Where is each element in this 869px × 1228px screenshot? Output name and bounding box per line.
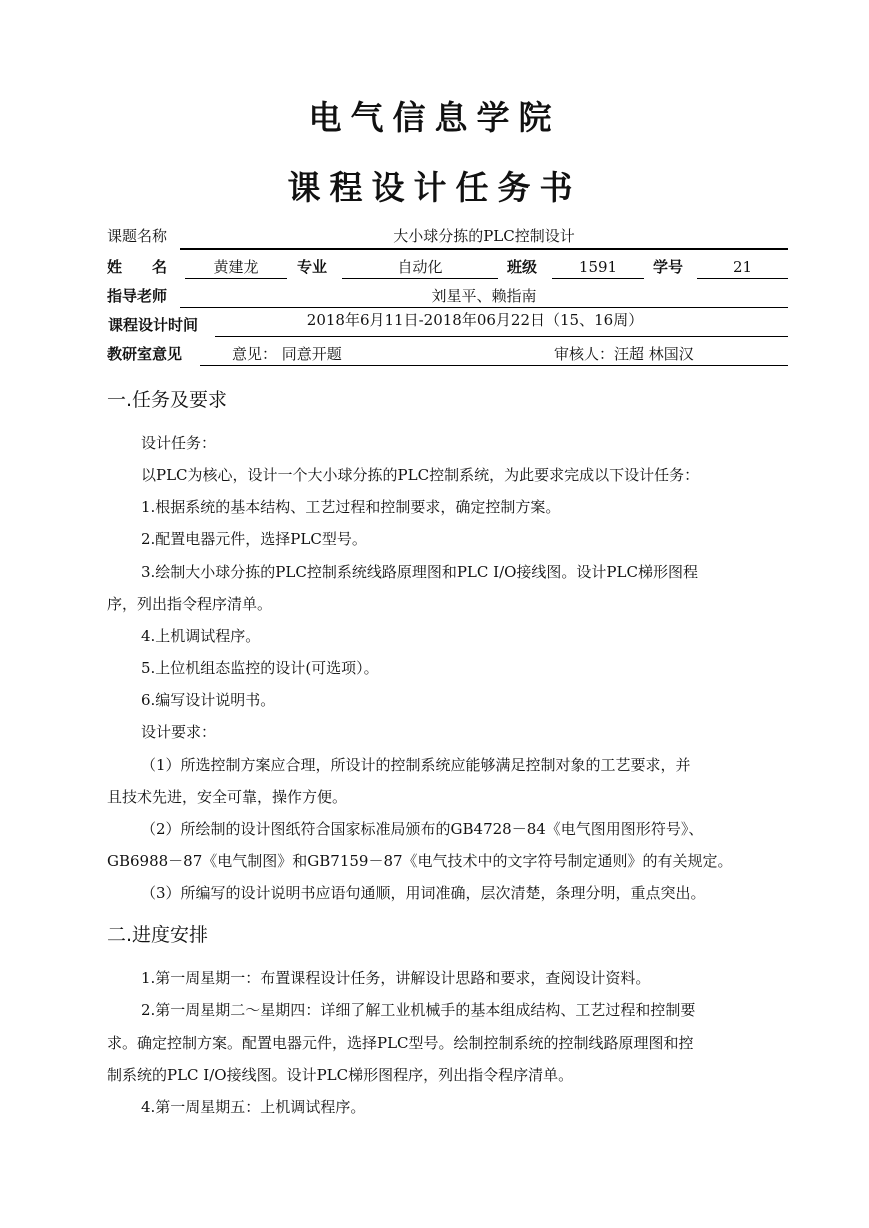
teacher-value: 刘星平、赖指南 bbox=[431, 287, 537, 305]
task-line: 6.编写设计说明书。 bbox=[141, 691, 276, 709]
class-label: 班级 bbox=[507, 258, 538, 276]
office-underline bbox=[200, 365, 788, 366]
id-value: 21 bbox=[732, 258, 753, 276]
office-opinion: 意见： 同意开题 bbox=[232, 345, 342, 363]
task-line: 1.根据系统的基本结构、工艺过程和控制要求，确定控制方案。 bbox=[141, 498, 561, 516]
office-label: 教研室意见 bbox=[107, 345, 183, 363]
task-line: 以PLC为核心，设计一个大小球分拣的PLC控制系统，为此要求完成以下设计任务： bbox=[141, 466, 700, 484]
teacher-underline bbox=[180, 307, 788, 308]
major-value: 自动化 bbox=[397, 258, 443, 276]
schedule-line: 4.第一周星期五：上机调试程序。 bbox=[141, 1098, 366, 1116]
topic-label: 课题名称 bbox=[107, 227, 168, 245]
time-label: 课程设计时间 bbox=[108, 316, 199, 334]
topic-value: 大小球分拣的PLC控制设计 bbox=[393, 227, 575, 245]
schedule-line: 2.第一周星期二～星期四：详细了解工业机械手的基本组成结构、工艺过程和控制要 bbox=[141, 1001, 696, 1019]
task-line: 2.配置电器元件，选择PLC型号。 bbox=[141, 530, 367, 548]
teacher-label: 指导老师 bbox=[107, 287, 168, 305]
requirement-line: （2）所绘制的设计图纸符合国家标准局颁布的GB4728－84《电气图用图形符号》、 bbox=[141, 820, 704, 838]
class-value: 1591 bbox=[578, 258, 618, 276]
reviewer: 审核人：汪超 林国汉 bbox=[554, 345, 694, 363]
section-heading-tasks: 一.任务及要求 bbox=[107, 389, 228, 411]
task-line: 3.绘制大小球分拣的PLC控制系统线路原理图和PLC I/O接线图。设计PLC梯形图程 bbox=[141, 563, 698, 581]
id-underline bbox=[697, 278, 788, 279]
id-label: 学号 bbox=[653, 258, 684, 276]
name-underline bbox=[185, 278, 287, 279]
name-value: 黄建龙 bbox=[213, 258, 259, 276]
requirement-line: GB6988－87《电气制图》和GB7159－87《电气技术中的文字符号制定通则》的有关规定。 bbox=[107, 852, 733, 870]
schedule-line: 求。确定控制方案。配置电器元件，选择PLC型号。绘制控制系统的控制线路原理图和控 bbox=[107, 1034, 694, 1052]
section-heading-schedule: 二.进度安排 bbox=[107, 924, 209, 946]
major-label: 专业 bbox=[297, 258, 328, 276]
schedule-line: 制系统的PLC I/O接线图。设计PLC梯形图程序，列出指令程序清单。 bbox=[107, 1066, 574, 1084]
task-line: 5.上位机组态监控的设计(可选项）。 bbox=[141, 659, 379, 677]
time-underline bbox=[215, 336, 788, 337]
major-underline bbox=[342, 278, 498, 279]
schedule-line: 1.第一周星期一：布置课程设计任务，讲解设计思路和要求，查阅设计资料。 bbox=[141, 969, 651, 987]
task-line: 4.上机调试程序。 bbox=[141, 627, 261, 645]
topic-underline bbox=[180, 248, 788, 250]
requirement-line: 且技术先进，安全可靠，操作方便。 bbox=[107, 788, 348, 806]
task-line: 序，列出指令程序清单。 bbox=[107, 595, 273, 613]
task-line: 设计任务： bbox=[141, 434, 217, 452]
document-title-college: 电气信息学院 bbox=[308, 98, 561, 137]
name-label: 姓 名 bbox=[107, 258, 168, 276]
document-title-taskbook: 课程设计任务书 bbox=[287, 168, 582, 207]
class-underline bbox=[552, 278, 644, 279]
requirement-line: （1）所选控制方案应合理，所设计的控制系统应能够满足控制对象的工艺要求，并 bbox=[141, 756, 691, 774]
requirement-line: 设计要求： bbox=[141, 723, 217, 741]
time-value: 2018年6月11日-2018年06月22日（15、16周） bbox=[306, 311, 644, 329]
requirement-line: （3）所编写的设计说明书应语句通顺，用词准确，层次清楚，条理分明，重点突出。 bbox=[141, 884, 706, 902]
